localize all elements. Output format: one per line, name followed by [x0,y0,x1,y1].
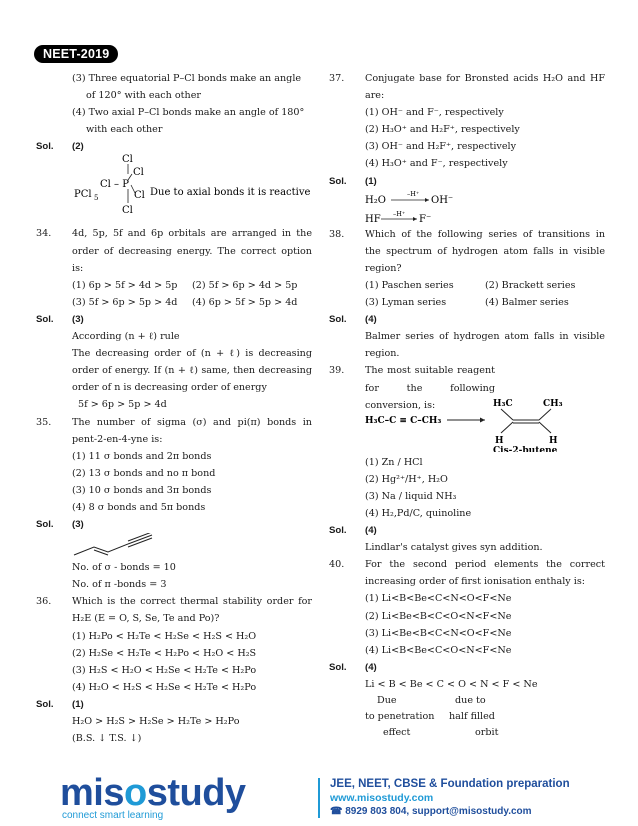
q40-solution: Sol. (4) [329,661,377,673]
q39-solution: Sol. (4) [329,525,377,537]
pcl5-reason: Due to axial bonds it is reactive [150,187,311,199]
q39-option: (4) H₂,Pd/C, quinoline [365,507,472,519]
q33-solution: Sol. (2) [36,141,84,153]
q39-option: (1) Zn / HCl [365,456,423,468]
q34-options-row-2: (3) 5f > 6p > 5p > 4d (4) 6p > 5f > 5p > 4d [72,296,298,308]
right-column [329,70,605,741]
q35-solution-line: No. of σ - bonds = 10 [72,562,176,574]
reaction-2-product: F⁻ [419,213,432,225]
brand-logo: misostudy [60,772,246,814]
reaction-2-reactant: HF [365,213,381,225]
reaction-diagram [329,190,605,226]
conversion-diagram [329,396,605,452]
q35-option: (1) 11 σ bonds and 2π bonds [72,450,212,462]
q37-solution: Sol. (1) [329,175,377,187]
pentenyne-diagram [36,533,312,559]
q36-option: (4) H₂O < H₂S < H₂Se < H₂Te < H₂Po [72,681,257,693]
q36-option: (3) H₂S < H₂O < H₂Se < H₂Te < H₂Po [72,664,257,676]
q38-options-row-1: (1) Paschen series (2) Brackett series [365,279,576,291]
q35-solution: Sol. (3) [36,519,84,531]
left-column [36,70,312,747]
question-34: 34. 4d, 5p, 5f and 6p orbitals are arranged in the order of decreasing energy. The correct option is: [36,228,312,274]
q34-solution: Sol. (3) [36,313,84,325]
q35-solution-line: No. of π -bonds = 3 [72,579,167,591]
reaction-1-reactant: H₂O [365,194,386,206]
q37-option: (3) OH⁻ and H₂F⁺, respectively [365,141,516,153]
footer-contact: JEE, NEET, CBSE & Foundation preparation www.misostudy.com ☎ 8929 803 804, support@misostudy.com [330,778,570,817]
q35-option: (3) 10 σ bonds and 3π bonds [72,484,212,496]
q37-option: (4) H₃O⁺ and F⁻, respectively [365,158,508,170]
pcl5-structure [36,155,312,225]
product-name: Cis-2-butene [493,445,558,452]
pcl5-atom: Cl – P [100,179,129,191]
phone-email: ☎ 8929 803 804, support@misostudy.com [330,806,532,817]
pcl5-atom: Cl [122,154,133,166]
reactant-formula: H₃C–C ≡ C–CH₃ [365,415,442,426]
q36-solution: Sol. (1) [36,698,84,710]
q38-solution-line: Balmer series of hydrogen atom falls in visible region. [365,331,605,360]
q36-option: (2) H₂Se < H₂Te < H₂Po < H₂O < H₂S [72,647,257,659]
q36-option: (1) H₂Po < H₂Te < H₂Se < H₂S < H₂O [72,630,257,642]
q37-option: (1) OH⁻ and F⁻, respectively [365,107,504,119]
footer-divider [318,778,320,818]
q38-options-row-2: (3) Lyman series (4) Balmer series [365,297,569,309]
pcl5-atom: Cl [133,167,144,179]
reaction-2-condition: –H⁺ [393,209,406,218]
q40-note-row: effect orbit [383,727,499,738]
q40-note-row: Due due to [377,695,486,706]
q40-solution-line: Li < B < Be < C < O < N < F < Ne [365,678,538,690]
q34-options-row-1: (1) 6p > 5f > 4d > 5p (2) 5f > 6p > 4d > 5p [72,279,298,291]
product-group-h3c: H₃C [493,398,513,409]
pentenyne-structure [36,533,312,559]
pcl5-atom: Cl [134,190,145,202]
q36-solution-line: H₂O > H₂S > H₂Se > H₂Te > H₂Po [72,716,240,727]
q40-option: (1) Li<B<Be<C<N<O<F<Ne [365,593,512,605]
brand-tagline: connect smart learning [62,810,164,821]
product-group-ch3: CH₃ [543,398,563,409]
product-hydrogen: H [549,435,558,446]
pcl5-formula-sub: 5 [94,194,99,203]
question-35: 35. The number of sigma (σ) and pi(π) bonds in pent-2-en-4-yne is: [36,416,312,445]
q34-solution-line: The decreasing order of (n + ℓ) is decreasing order of energy. If (n + ℓ) same, then decreasing order of n is decreasing order of energy [72,348,312,394]
cis-butene-conversion [329,398,605,454]
q40-option: (2) Li<Be<B<C<O<N<F<Ne [365,610,512,622]
q35-option: (4) 8 σ bonds and 5π bonds [72,501,206,513]
q35-option: (2) 13 σ bonds and no π bond [72,467,216,479]
pcl5-diagram [36,151,312,221]
pcl5-atom: Cl [122,205,133,217]
question-36: 36. Which is the correct thermal stability order for H₂E (E = O, S, Se, Te and Po)? [36,596,312,625]
conjugate-base-reactions [329,190,605,226]
website-link[interactable]: www.misostudy.com [330,792,434,804]
q37-option: (2) H₃O⁺ and H₂F⁺, respectively [365,124,520,136]
question-40: 40. For the second period elements the correct increasing order of first ionisation enthaly is: [329,559,605,588]
q34-solution-line: 5f > 6p > 5p > 4d [78,399,167,411]
q33-option-4: (4) Two axial P–Cl bonds make an angle of 180° with each other [72,107,305,136]
q33-option-3: (3) Three equatorial P–Cl bonds make an angle of 120° with each other [72,73,302,102]
q38-solution: Sol. (4) [329,314,377,326]
product-hydrogen: H [495,435,504,446]
reaction-1-condition: –H⁺ [407,189,420,198]
q34-solution-line: According (n + ℓ) rule [72,331,180,343]
q40-note-row: to penetration half filled [365,711,495,722]
pcl5-formula: PCl [74,189,92,201]
q39-option: (3) Na / liquid NH₃ [365,490,457,502]
question-39: 39. The most suitable reagent for the following conversion, is: [329,365,495,411]
q40-option: (4) Li<B<Be<C<O<N<F<Ne [365,644,512,656]
question-37: 37. Conjugate base for Bronsted acids H₂O and HF are: [329,73,605,102]
q40-option: (3) Li<Be<B<C<N<O<F<Ne [365,627,512,639]
question-38: 38. Which of the following series of transitions in the spectrum of hydrogen atom falls in visible region? [329,228,605,274]
q36-solution-line: (B.S. ↓ T.S. ↓) [72,733,142,745]
q39-solution-line: Lindlar's catalyst gives syn addition. [365,542,543,554]
reaction-1-product: OH⁻ [431,194,454,206]
q39-option: (2) Hg²⁺/H⁺, H₂O [365,473,448,485]
exam-badge: NEET-2019 [34,45,118,63]
